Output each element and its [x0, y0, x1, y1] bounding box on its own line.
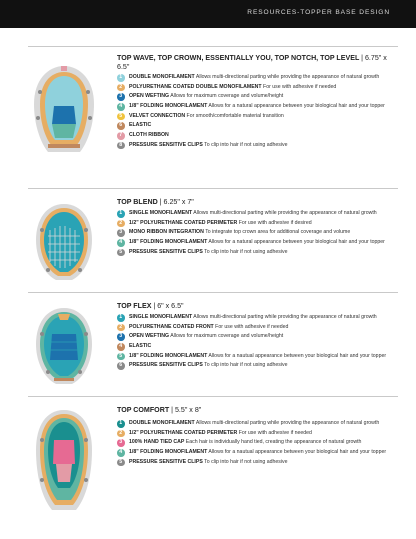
item-name: 1/8" FOLDING MONOFILAMENT: [129, 352, 208, 359]
item-desc: Allows multi-directional parting while providing the appearance of natural growth: [194, 74, 380, 80]
feature-list: [117, 74, 397, 152]
list-item: [117, 74, 397, 81]
item-name: CLOTH RIBBON: [129, 132, 169, 139]
cap-diagram-svg: [28, 62, 100, 158]
number-badge: 3: [117, 93, 125, 101]
number-badge: 1: [117, 74, 125, 82]
number-badge: 5: [117, 113, 125, 121]
feature-list: [117, 420, 397, 468]
number-badge: 3: [117, 333, 125, 341]
item-name: PRESSURE SENSITIVE CLIPS: [129, 458, 203, 465]
section-top-wave: [28, 46, 398, 188]
item-name: VELVET CONNECTION: [129, 112, 186, 119]
item-name: DOUBLE MONOFILAMENT: [129, 420, 195, 426]
number-badge: 3: [117, 439, 125, 447]
item-name: DOUBLE MONOFILAMENT: [129, 74, 195, 80]
item-name: ELASTIC: [129, 122, 152, 129]
section-size: | 6.25" x 7": [159, 198, 194, 206]
number-badge: 5: [117, 249, 125, 257]
item-desc: To clip into hair if not using adhesive: [202, 362, 288, 369]
list-item: [117, 122, 397, 129]
section-title-text: TOP WAVE, TOP CROWN, ESSENTIALLY YOU, TOP NOTCH, TOP LEVEL: [117, 54, 360, 62]
cap-diagram-svg: [28, 304, 100, 388]
list-item: [117, 314, 397, 321]
number-badge: 7: [117, 132, 125, 140]
list-item: [117, 210, 397, 217]
cap-diagram-top-comfort: [28, 406, 100, 516]
cap-diagram-top-blend: [28, 200, 100, 284]
section-title: [117, 54, 397, 72]
list-item: [117, 239, 397, 246]
item-desc: Each hair is individually hand tied, creating the appearance of natural growth: [184, 439, 362, 446]
feature-list: [117, 314, 397, 372]
item-desc: To clip into hair if not using adhesive: [202, 141, 288, 148]
number-badge: 3: [117, 229, 125, 237]
section-top-flex: [28, 292, 398, 396]
item-name: 1/8" FOLDING MONOFILAMENT: [129, 239, 208, 246]
item-desc: For smooth/comfortable material transition: [185, 112, 284, 119]
cap-diagram-top-flex: [28, 304, 100, 388]
section-size: | 5.5" x 8": [171, 406, 202, 414]
list-item: [117, 220, 397, 227]
list-item: [117, 430, 397, 437]
section-title: [117, 198, 397, 207]
number-badge: 4: [117, 343, 125, 351]
list-item: [117, 93, 397, 100]
section-divider: [28, 46, 398, 47]
section-title: [117, 302, 397, 311]
list-item: [117, 103, 397, 110]
item-desc: For use with adhesive if needed: [237, 429, 312, 436]
list-item: [117, 132, 397, 139]
list-item: [117, 343, 397, 350]
number-badge: 6: [117, 362, 125, 370]
number-badge: 1: [117, 210, 125, 218]
item-name: PRESSURE SENSITIVE CLIPS: [129, 248, 203, 255]
item-name: MONO RIBBON INTEGRATION: [129, 229, 204, 236]
cap-diagram-top-wave: [28, 62, 100, 158]
number-badge: 8: [117, 142, 125, 150]
item-desc: Allows for maximum coverage and volume/height: [169, 93, 284, 100]
item-desc: Allows for a natural appearance between your biological hair and your topper: [207, 103, 385, 110]
list-item: [117, 362, 397, 369]
list-item: [117, 249, 397, 256]
list-item: [117, 420, 397, 427]
number-badge: 4: [117, 103, 125, 111]
section-title-text: TOP FLEX: [117, 302, 152, 310]
number-badge: 1: [117, 420, 125, 428]
number-badge: 2: [117, 324, 125, 332]
number-badge: 2: [117, 220, 125, 228]
item-desc: For use with adhesive if needed: [261, 83, 337, 90]
number-badge: 4: [117, 239, 125, 247]
number-badge: 2: [117, 430, 125, 438]
item-desc: To integrate top crown area for additional coverage and volume: [203, 229, 351, 236]
item-name: 1/2" POLYURETHANE COATED PERIMETER: [129, 429, 238, 436]
list-item: [117, 459, 397, 466]
list-item: [117, 439, 397, 446]
item-name: ELASTIC: [129, 343, 152, 350]
item-desc: Allows for a nautual appearance between your biological hair and your topper: [207, 449, 387, 456]
number-badge: 2: [117, 84, 125, 92]
list-item: [117, 333, 397, 340]
item-desc: Allows for a nautual appearance between your biological hair and your topper: [207, 352, 387, 359]
item-name: POLYURETHANE COATED FRONT: [129, 323, 214, 330]
item-name: PRESSURE SENSITIVE CLIPS: [129, 362, 203, 369]
section-divider: [28, 292, 398, 293]
list-item: [117, 113, 397, 120]
item-name: 1/2" POLYURETHANE COATED PERIMETER: [129, 219, 238, 226]
header-bar: [0, 0, 416, 28]
list-item: [117, 84, 397, 91]
item-desc: For use with adhesive if desired: [237, 219, 312, 226]
section-divider: [28, 396, 398, 397]
number-badge: 5: [117, 459, 125, 467]
section-top-blend: [28, 188, 398, 292]
cap-diagram-svg: [28, 406, 100, 516]
item-desc: Allows for a natural appearance between your biological hair and your topper: [207, 239, 385, 246]
list-item: [117, 142, 397, 149]
list-item: [117, 324, 397, 331]
header-label: RESOURCES-TOPPER BASE DESIGN: [247, 9, 390, 16]
item-name: 1/8" FOLDING MONOFILAMENT: [129, 449, 208, 456]
item-desc: For use with adhesive if needed: [213, 323, 289, 330]
item-desc: Allows multi-directional parting while providing the appearance of natural growth: [192, 210, 377, 216]
item-desc: Allows multi-directional parting while providing the appearance of natural growth: [192, 314, 377, 320]
item-name: 100% HAND TIED CAP: [129, 439, 185, 446]
item-name: SINGLE MONOFILAMENT: [129, 314, 193, 320]
section-title-text: TOP BLEND: [117, 198, 158, 206]
item-desc: Allows for maximum coverage and volume/height: [169, 333, 284, 340]
item-name: OPEN WEFTING: [129, 93, 170, 100]
list-item: [117, 449, 397, 456]
number-badge: 1: [117, 314, 125, 322]
item-name: 1/8" FOLDING MONOFILAMENT: [129, 103, 208, 110]
item-name: SINGLE MONOFILAMENT: [129, 210, 193, 216]
section-size: | 6.75" x 6.5": [117, 54, 387, 72]
section-title: [117, 406, 397, 415]
item-name: PRESSURE SENSITIVE CLIPS: [129, 141, 203, 148]
item-name: POLYURETHANE COATED DOUBLE MONOFILAMENT: [129, 83, 262, 90]
feature-list: [117, 210, 397, 258]
number-badge: 6: [117, 122, 125, 130]
section-size: | 6" x 6.5": [153, 302, 184, 310]
section-top-comfort: [28, 396, 398, 534]
number-badge: 5: [117, 353, 125, 361]
item-name: OPEN WEFTING: [129, 333, 170, 340]
number-badge: 4: [117, 449, 125, 457]
list-item: [117, 353, 397, 360]
item-desc: To clip into hair if not using adhesive: [202, 248, 288, 255]
section-divider: [28, 188, 398, 189]
item-desc: Allows multi-directional parting while providing the appearance of natural growth: [194, 420, 380, 426]
cap-diagram-svg: [28, 200, 100, 284]
section-title-text: TOP COMFORT: [117, 406, 170, 414]
item-desc: To clip into hair if not using adhesive: [202, 458, 288, 465]
list-item: [117, 229, 397, 236]
